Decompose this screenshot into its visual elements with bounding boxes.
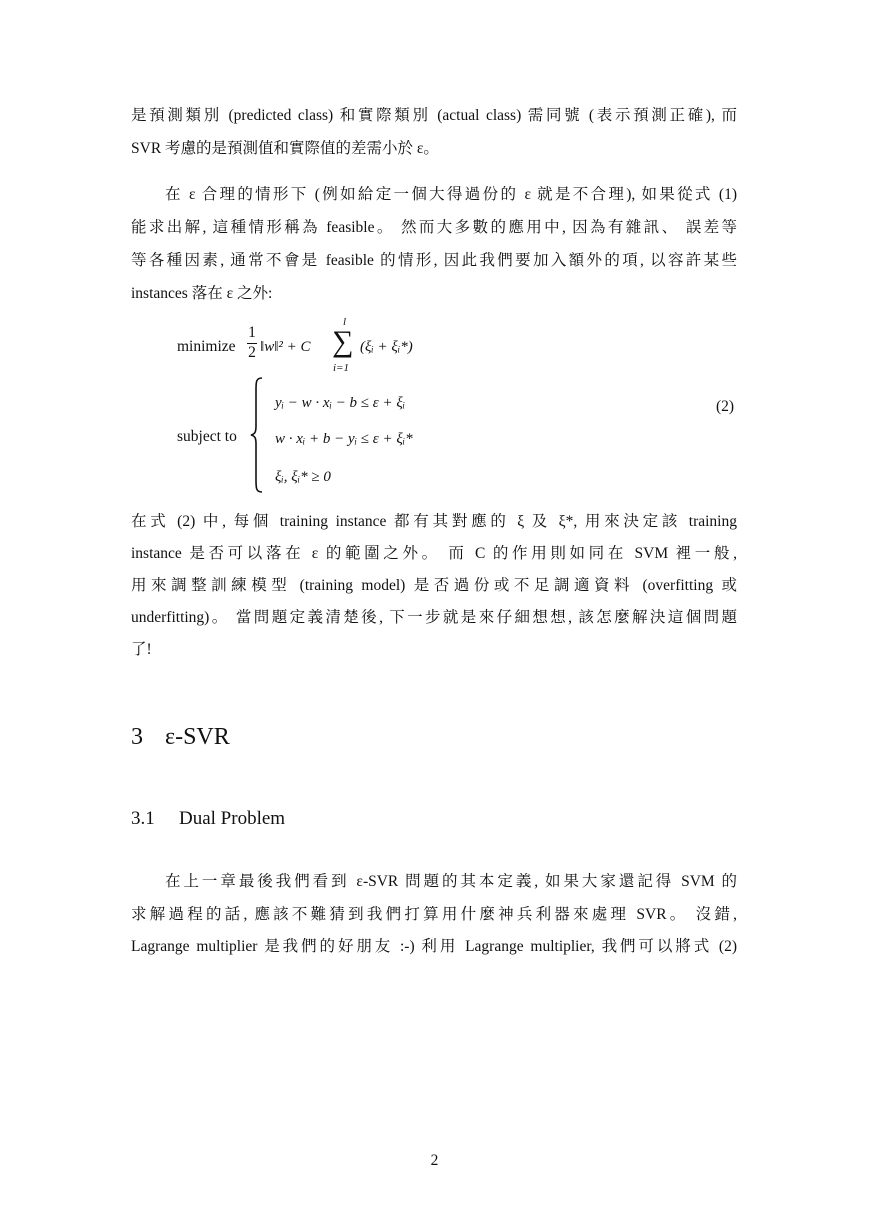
- section-number: 3: [131, 724, 143, 750]
- constraint-1: yᵢ − w · xᵢ − b ≤ ε + ξᵢ: [275, 395, 406, 411]
- para4-line2: 求解過程的話, 應該不難猜到我們打算用什麼神兵利器來處理 SVR。 沒錯,: [131, 906, 737, 923]
- para2-line3: 等各種因素, 通常不會是 feasible 的情形, 因此我們要加入額外的項, 以容許某些: [131, 252, 737, 269]
- sum-upper-limit: l: [343, 316, 347, 328]
- subsection-title: Dual Problem: [179, 808, 286, 829]
- para3-line5: 了!: [131, 641, 152, 658]
- para3-line4: underfitting)。 當問題定義清楚後, 下一步就是來仔細想想, 該怎麼解決這個問題: [131, 609, 737, 626]
- para2-line4: instances 落在 ε 之外:: [131, 285, 273, 302]
- summation-symbol: ∑: [332, 325, 354, 358]
- para2-line1: 在 ε 合理的情形下 (例如給定一個大得過份的 ε 就是不合理), 如果從式 (1): [165, 186, 737, 203]
- minimize-label: minimize: [177, 338, 236, 355]
- section-heading: [131, 722, 230, 752]
- sum-term: (ξᵢ + ξᵢ*): [360, 339, 413, 355]
- para2-line2: 能求出解, 這種情形稱為 feasible。 然而大多數的應用中, 因為有雜訊、 誤差等: [131, 219, 737, 236]
- para4-line3: Lagrange multiplier 是我們的好朋友 :-) 利用 Lagrange multiplier, 我們可以將式 (2): [131, 938, 737, 955]
- para1-line1: 是預測類別 (predicted class) 和實際類別 (actual class) 需同號 (表示預測正確), 而: [131, 107, 737, 124]
- subsection-heading: [131, 806, 285, 832]
- objective-norm-term: ‖w‖² + C: [260, 339, 311, 355]
- half-denominator: 2: [248, 344, 256, 361]
- para3-line3: 用來調整訓練模型 (training model) 是否過份或不足調適資料 (overfitting 或: [131, 577, 737, 594]
- constraint-brace: [250, 376, 264, 494]
- para3-line2: instance 是否可以落在 ε 的範圍之外。 而 C 的作用則如同在 SVM 裡一般,: [131, 545, 737, 562]
- subsection-number: 3.1: [131, 808, 155, 829]
- half-numerator: 1: [248, 324, 256, 341]
- section-title: ε-SVR: [165, 724, 230, 750]
- subject-to-label: subject to: [177, 428, 237, 445]
- sum-lower-limit: i=1: [333, 362, 349, 374]
- para1-line2: SVR 考慮的是預測值和實際值的差需小於 ε。: [131, 140, 439, 157]
- para3-line1: 在式 (2) 中, 每個 training instance 都有其對應的 ξ 及 ξ*, 用來決定該 training: [131, 513, 737, 530]
- constraint-2: w · xᵢ + b − yᵢ ≤ ε + ξᵢ*: [275, 431, 413, 447]
- constraint-3: ξᵢ, ξᵢ* ≥ 0: [275, 469, 331, 485]
- page-number: 2: [430, 1152, 439, 1169]
- para4-line1: 在上一章最後我們看到 ε-SVR 問題的其本定義, 如果大家還記得 SVM 的: [165, 873, 737, 890]
- equation-number: (2): [716, 398, 735, 415]
